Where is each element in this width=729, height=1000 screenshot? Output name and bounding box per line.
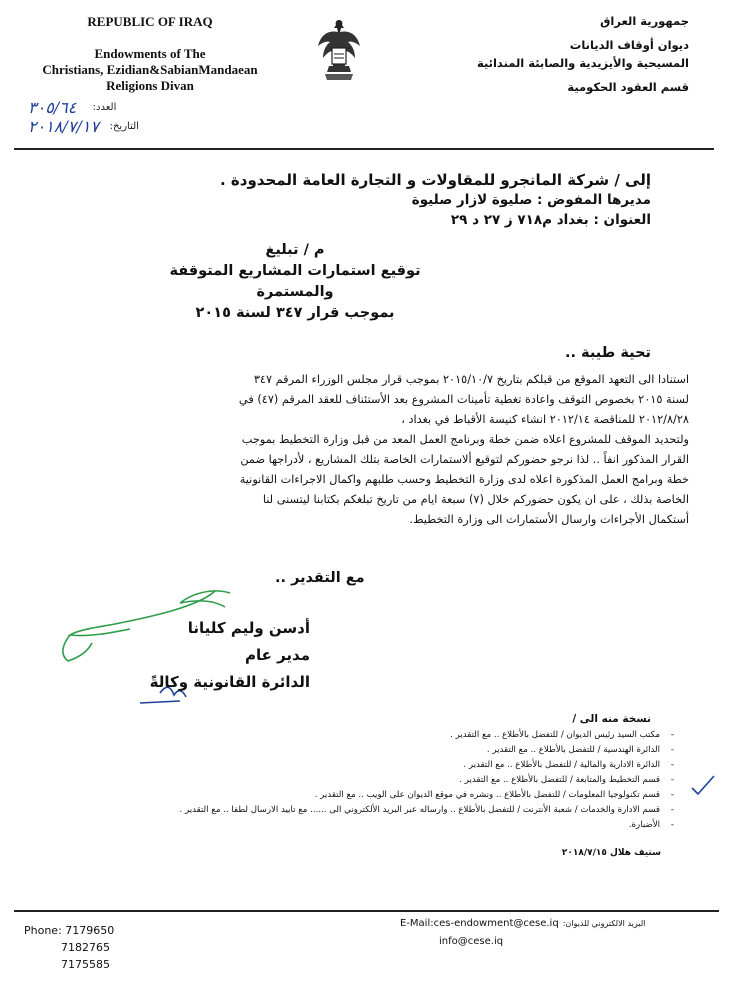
body-line: القرار المذكور انفاً .. لذا نرجو حضوركم لتوقيع ألاستمارات الخاصة بتلك المشاريع ، لأدراجها ضمن xyxy=(240,453,689,466)
footer-divider xyxy=(14,910,719,912)
phone-number: 7182765 xyxy=(61,941,110,954)
signatory-block xyxy=(60,615,310,696)
number-label: العدد: xyxy=(92,102,117,113)
copy-recipient: - مكتب السيد رئيس الديوان / للتفضل بالأطلاع .. مع التقدير . xyxy=(154,728,674,743)
org-line-ar-1: ديوان أوقاف الديانات xyxy=(569,38,689,52)
copy-recipient: - قسم التخطيط والمتابعة / للتفضل بالأطلاع .. مع التقدير . xyxy=(154,773,674,788)
copies-title: نسخة منه الى / xyxy=(572,713,651,725)
copy-recipient: - قسم تكنولوجيا المعلومات / للتفضل بالأطلاع .. ونشره في موقع الديوان على الويب .. مع التقدير . xyxy=(154,788,674,803)
org-line-en-2: Christians, Ezidian&SabianMandaean xyxy=(42,62,258,77)
subject-line-2: توقيع استمارات المشاريع المتوقفة والمستمرة xyxy=(169,263,421,300)
department-name-ar: قسم العقود الحكومية xyxy=(567,80,689,94)
email-block xyxy=(400,915,720,951)
org-line-ar-2: المسيحية والأيزيدية والصابئة المندائية xyxy=(477,56,689,70)
checkmark-icon xyxy=(688,770,718,810)
body-line: الخاصة بذلك ، على ان يكون حضوركم خلال (٧) سبعة ايام من تاريخ تبلغكم بكتابنا ليتسنى لنا xyxy=(262,493,689,506)
copy-recipient: - الدائرة الادارية والمالية / للتفضل بالأطلاع .. مع التقدير . xyxy=(154,758,674,773)
iraq-eagle-emblem-icon xyxy=(315,16,363,88)
email-label: E-Mail: xyxy=(400,918,434,929)
body-line: ٢٠١٢/٨/٢٨ للمناقصة ٢٠١٢/١٤ انشاء كنيسة الأقباط في بغداد ، xyxy=(401,413,689,426)
country-name-en: REPUBLIC OF IRAQ xyxy=(87,14,213,29)
org-line-en-3: Religions Divan xyxy=(106,78,194,93)
greeting: تحية طيبة .. xyxy=(564,345,651,361)
arabic-letterhead xyxy=(419,12,689,96)
body-line: لسنة ٢٠١٥ بخصوص التوقف واعادة تغطية تأمينات المشروع بعد الأستئناف للعقد المرقم (٤٧) في xyxy=(238,393,689,406)
date-value: ٢٠١٨/٧/١٧ xyxy=(28,117,99,136)
english-letterhead xyxy=(40,14,260,94)
copy-recipient: - قسم الادارة والخدمات / شعبة الأنترنت / للتفضل بالأطلاع .. وارساله عبر البريد الألكتروني الى ...... مع تاييد الارسال لطفا .. مع التقدير . xyxy=(154,803,674,818)
subject-block xyxy=(130,240,460,324)
signatory-name: أدسن وليم كليانا xyxy=(187,619,310,637)
copy-recipient: - الأضبارة. xyxy=(154,818,674,833)
subject-line-3: بموجب قرار ٣٤٧ لسنة ٢٠١٥ xyxy=(195,305,395,321)
body-line: أستكمال الأجراءات وارسال الأستمارات الى وزارة التخطيط. xyxy=(409,513,689,526)
org-line-en-1: Endowments of The xyxy=(94,46,206,61)
addressee-block xyxy=(91,170,651,230)
signatory-department: الدائرة القانونية وكالةً xyxy=(149,673,310,691)
phone-number: 7179650 xyxy=(65,924,115,937)
subject-line-1: م / تبليغ xyxy=(265,242,325,258)
copy-recipient: - الدائرة الهندسية / للتفضل بالأطلاع .. مع التقدير . xyxy=(154,743,674,758)
addressee-company: إلى / شركة المانجرو للمقاولات و التجارة العامة المحدودة . xyxy=(220,171,651,189)
body-line: خطة وبرامج العمل المذكورة اعلاه لدى وزارة التخطيط وحسب طلبهم واكمال الاجراءات القانونية xyxy=(239,473,689,486)
body-line: استنادا الى التعهد الموقع من قبلكم بتاريخ ٢٠١٥/١٠/٧ بموجب قرار مجلس الوزراء المرقم ٣٤٧ xyxy=(253,373,689,386)
phone-number: 7175585 xyxy=(61,958,110,971)
phone-block xyxy=(24,922,114,973)
addressee-address: العنوان : بغداد م٧١٨ ز ٢٧ د ٢٩ xyxy=(450,212,651,228)
typist-stamp: ستيف هلال ٢٠١٨/٧/١٥ xyxy=(561,848,661,858)
phone-label: Phone: xyxy=(24,924,62,937)
reference-block xyxy=(20,98,260,136)
addressee-manager: مديرها المفوض : صليوة لازار صليوة xyxy=(411,192,651,208)
closing-regards: مع التقدير .. xyxy=(275,570,365,586)
country-name-ar: جمهورية العراق xyxy=(600,14,689,28)
signatory-title: مدير عام xyxy=(244,646,310,664)
email-address-info[interactable]: info@cese.iq xyxy=(439,936,504,947)
email-label-ar: البريد الالكتروني للديوان: xyxy=(562,919,646,928)
letter-body xyxy=(54,370,689,530)
header-divider xyxy=(14,148,714,150)
number-value: ٣٠٥/٦٤ xyxy=(28,98,77,117)
email-address[interactable]: ces-endowment@cese.iq xyxy=(433,918,559,929)
date-label: التاريخ: xyxy=(109,121,139,132)
copies-list xyxy=(154,728,674,833)
body-line: ولتحديد الموقف للمشروع اعلاه ضمن خطة وبرنامج العمل المعد من قبل وزارة التخطيط بموجب xyxy=(241,433,689,446)
